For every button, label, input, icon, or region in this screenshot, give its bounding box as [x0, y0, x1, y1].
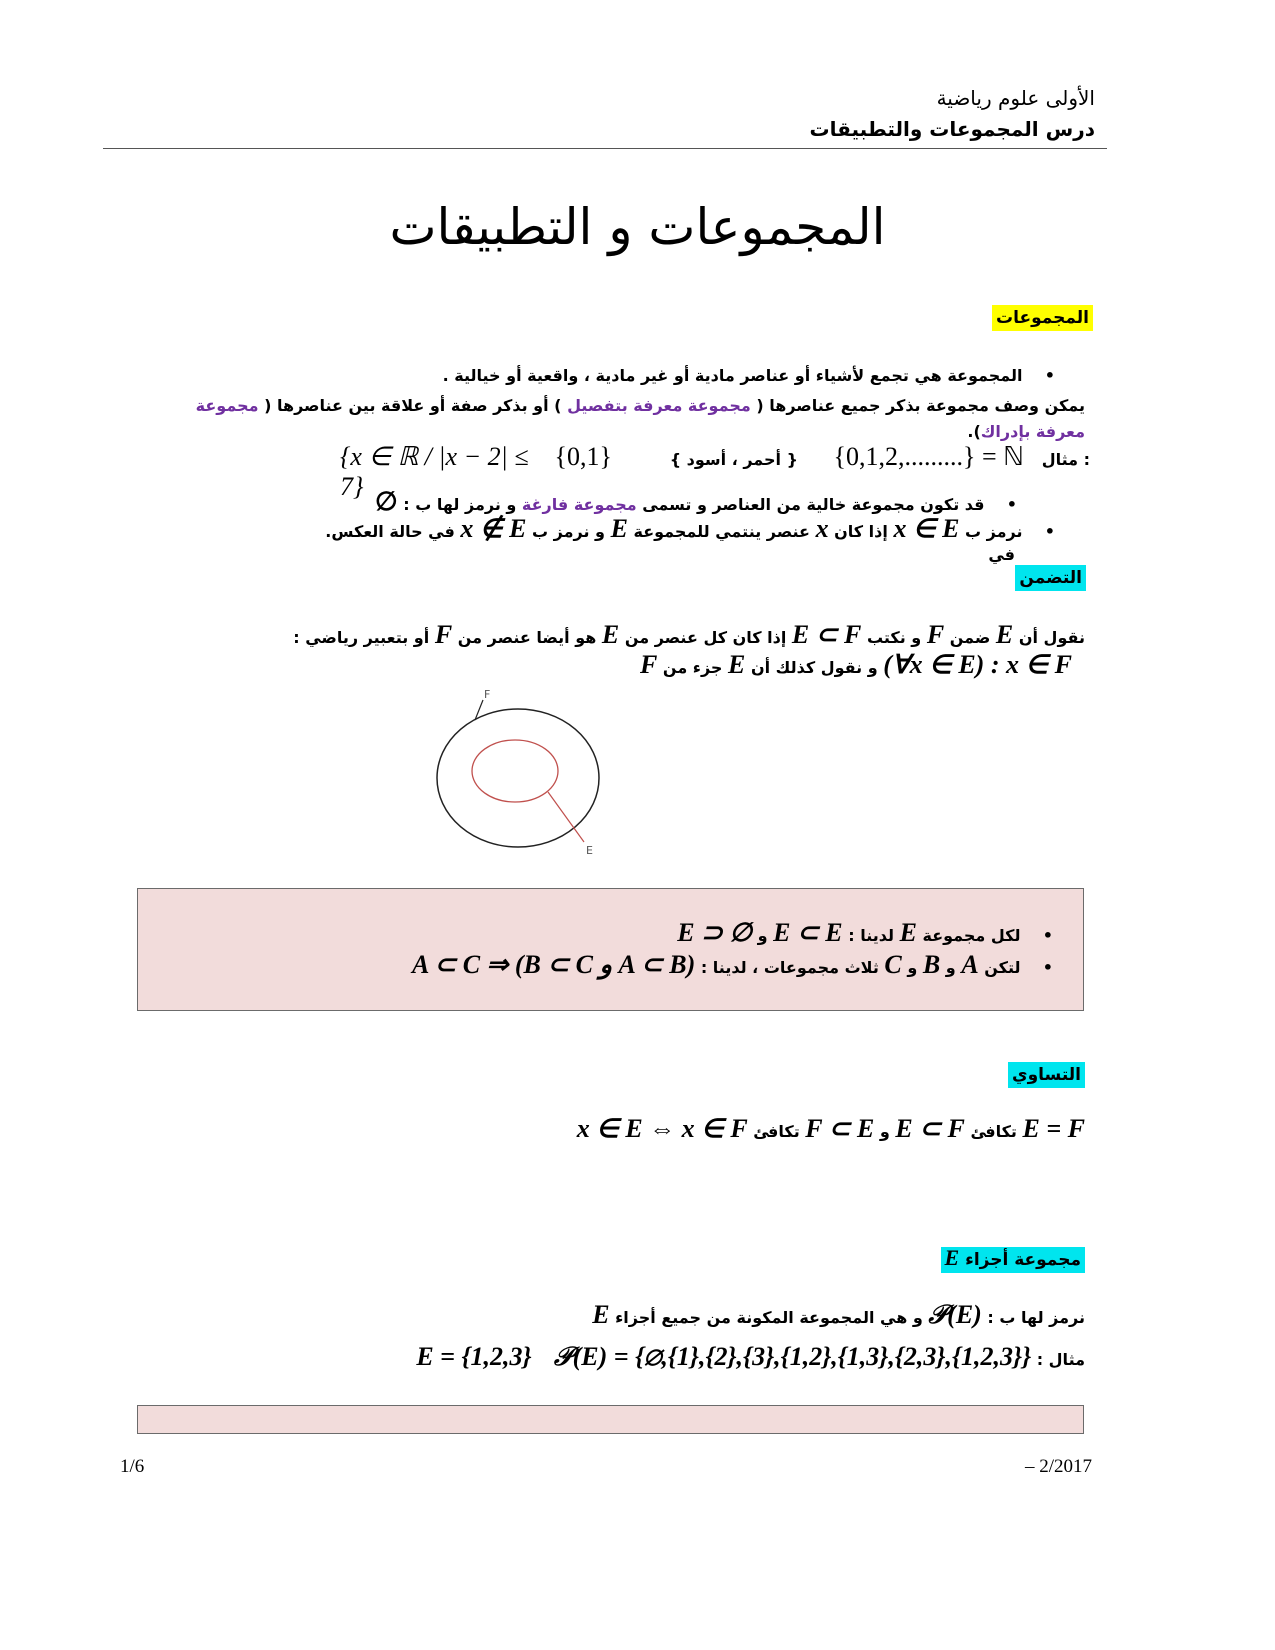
stray-text: في: [988, 545, 1015, 564]
inclusion-definition: نقول أن E ضمن F و نكتب E ⊂ F إذا كان كل عنصر من E هو أيضا عنصر من F أو بتعبير رياضي :: [293, 620, 1085, 649]
bullet-icon: •: [1022, 522, 1055, 541]
example-01: {0,1}: [554, 442, 612, 471]
section-sets-heading: المجموعات: [992, 308, 1093, 328]
property-transitive: • لتكن A و B و C ثلاث مجموعات ، لدينا : (A ⊂ B و B ⊂ C) ⇒ A ⊂ C: [412, 950, 1053, 979]
bullet-icon: •: [1020, 926, 1053, 945]
property-reflexive: • لكل مجموعة E لدينا : E ⊂ E و ∅ ⊂ E: [677, 918, 1053, 947]
membership-line: • نرمز ب x ∈ E إذا كان x عنصر ينتمي للمجموعة E و نرمز ب x ∉ E في حالة العكس.: [325, 514, 1055, 543]
example-colors: { أحمر ، أسود }: [669, 450, 798, 469]
inclusion-formal: F جزء من E و نقول كذلك أن (∀x ∈ E) : x ∈ F: [640, 650, 1072, 679]
page-title: المجموعات و التطبيقات: [389, 198, 886, 256]
header-lesson: درس المجموعات والتطبيقات: [809, 117, 1095, 141]
example-reals: {x ∈ ℝ / |x − 2| ≤ 7}: [340, 442, 529, 501]
inclusion-diagram: [420, 680, 620, 870]
example-label: مثال :: [1041, 450, 1090, 469]
power-set-definition: نرمز لها ب : 𝒫(E) و هي المجموعة المكونة من جميع أجزاء E: [592, 1300, 1085, 1329]
bullet-icon: •: [1022, 366, 1055, 385]
empty-set-line: • قد تكون مجموعة خالية من العناصر و تسمى مجموعة فارغة و نرمز لها ب : ∅: [375, 487, 1017, 516]
section-parts-heading: مجموعة أجزاء E: [941, 1245, 1085, 1271]
section-inclusion-heading: التضمن: [1015, 568, 1086, 588]
header-class: الأولى علوم رياضية: [936, 86, 1095, 110]
outer-set-label: F: [484, 688, 491, 701]
example-naturals: {0,1,2,.........} = ℕ: [833, 442, 1024, 471]
power-set-example: مثال : E = {1,2,3} 𝒫(E) = {∅,{1},{2},{3},{1,2},{1,3},{2,3},{1,2,3}}: [416, 1342, 1085, 1371]
sets-description: يمكن وصف مجموعة بذكر جميع عناصرها ( مجموعة معرفة بتفصيل ) أو بذكر صفة أو علاقة بين عناصرها ( مجموعة معرفة بإدراك).: [195, 396, 1085, 441]
bullet-icon: •: [1020, 958, 1053, 977]
inner-set-circle: [472, 740, 558, 802]
page-number: 1/6: [120, 1456, 145, 1477]
sets-examples: [340, 440, 1090, 501]
sets-definition: • المجموعة هي تجمع لأشياء أو عناصر مادية أو غير مادية ، واقعية أو خيالية .: [442, 366, 1055, 385]
header-rule: [103, 148, 1107, 149]
equality-statement: E = F تكافئ E ⊂ F و F ⊂ E تكافئ x ∈ E ⇔ x ∈ F: [576, 1114, 1085, 1143]
inner-set-label: E: [586, 844, 593, 857]
footer-date: – 2/2017: [1024, 1456, 1092, 1477]
bullet-icon: •: [984, 495, 1017, 514]
outer-set-circle: [437, 709, 599, 847]
section-equality-heading: التساوي: [1008, 1065, 1085, 1085]
empty-box: [137, 1405, 1084, 1434]
